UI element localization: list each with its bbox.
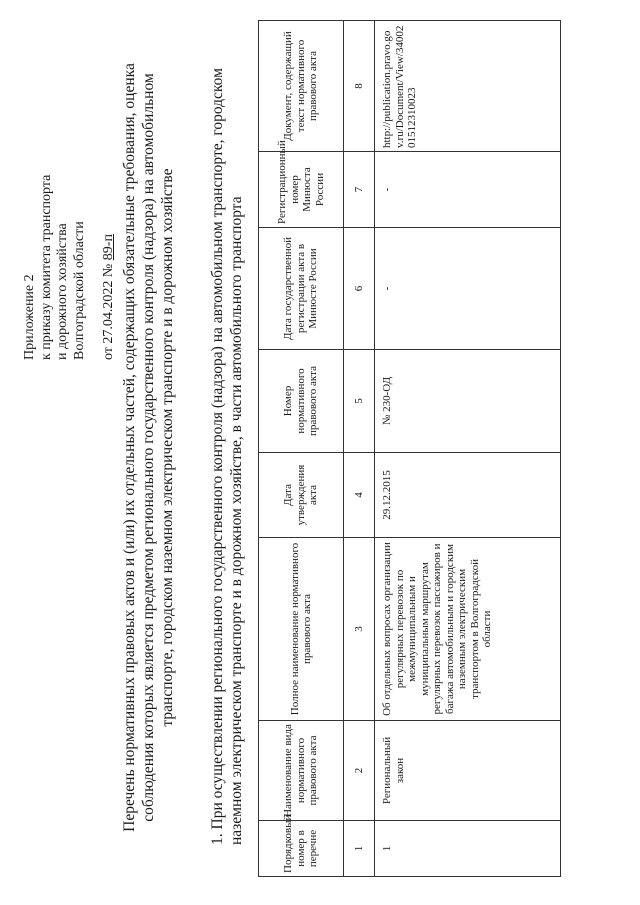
order-date-line — [101, 175, 118, 360]
act-number: № 230-ОД — [375, 350, 561, 453]
acts-table — [258, 20, 561, 877]
column-number: 4 — [344, 453, 375, 538]
appendix-header — [22, 175, 118, 360]
header-cell: Наименование вида нормативного правового акта — [259, 721, 344, 821]
table-row — [375, 21, 561, 877]
header-cell: Дата государственной регистрации акта в Минюсте России — [259, 228, 344, 350]
appendix-label: Приложение 2 — [22, 274, 37, 360]
header-cell: Дата утверждения акта — [259, 453, 344, 538]
section-heading: 1. При осуществлении регионального государственного контроля (надзора) на автомобильном транспорте, городском наземном электрическом транспорте и в дорожном хозяйстве, в части автомобильного транспорта — [209, 68, 245, 845]
row-number: 1 — [375, 821, 561, 877]
header-cell: Номер нормативного правового акта — [259, 350, 344, 453]
column-number: 3 — [344, 538, 375, 721]
act-full-name: Об отдельных вопросах организации регулярных перевозок по межмуниципальным и муниципальным маршрутам регулярных перевозок пассажиров и багажа автомобильным и городским наземным электрическим транспортом в Волгоградской области — [375, 538, 561, 721]
header-cell: Порядковый номер в перечне — [259, 821, 344, 877]
act-document-link[interactable]: http://publication.pravo.gov.ru/Document/View/3400201512310023 — [375, 21, 561, 152]
act-registration-number: - — [375, 152, 561, 228]
column-number: 6 — [344, 228, 375, 350]
header-cell: Полное наименование нормативного правового акта — [259, 538, 344, 721]
column-number: 2 — [344, 721, 375, 821]
act-registration-date: - — [375, 228, 561, 350]
header-cell: Регистрационный номер Минюста России — [259, 152, 344, 228]
appendix-order-line: к приказу комитета транспорта — [38, 174, 54, 360]
act-kind: Региональный закон — [375, 721, 561, 821]
act-approval-date: 29.12.2015 — [375, 453, 561, 538]
column-number: 1 — [344, 821, 375, 877]
column-number-row — [344, 21, 375, 877]
header-cell: Документ, содержащий текст нормативного правового акта — [259, 21, 344, 152]
column-number: 8 — [344, 21, 375, 152]
order-number: 89-п — [101, 234, 116, 261]
column-number: 5 — [344, 350, 375, 453]
table-header-row — [259, 21, 344, 877]
order-date: от 27.04.2022 № — [101, 260, 116, 360]
document-title: Перечень нормативных правовых актов и (или) их отдельных частей, содержащих обязательные требования, оценка соблюдения которых является предметом регионального государственного контроля (надзора) на автомобильном транспорте, городском наземном электрическом транспорте и в дорожном хозяйстве — [121, 63, 176, 832]
appendix-region-line: Волгоградской области — [71, 221, 87, 360]
column-number: 7 — [344, 152, 375, 228]
appendix-committee-line: и дорожного хозяйства — [55, 223, 70, 360]
